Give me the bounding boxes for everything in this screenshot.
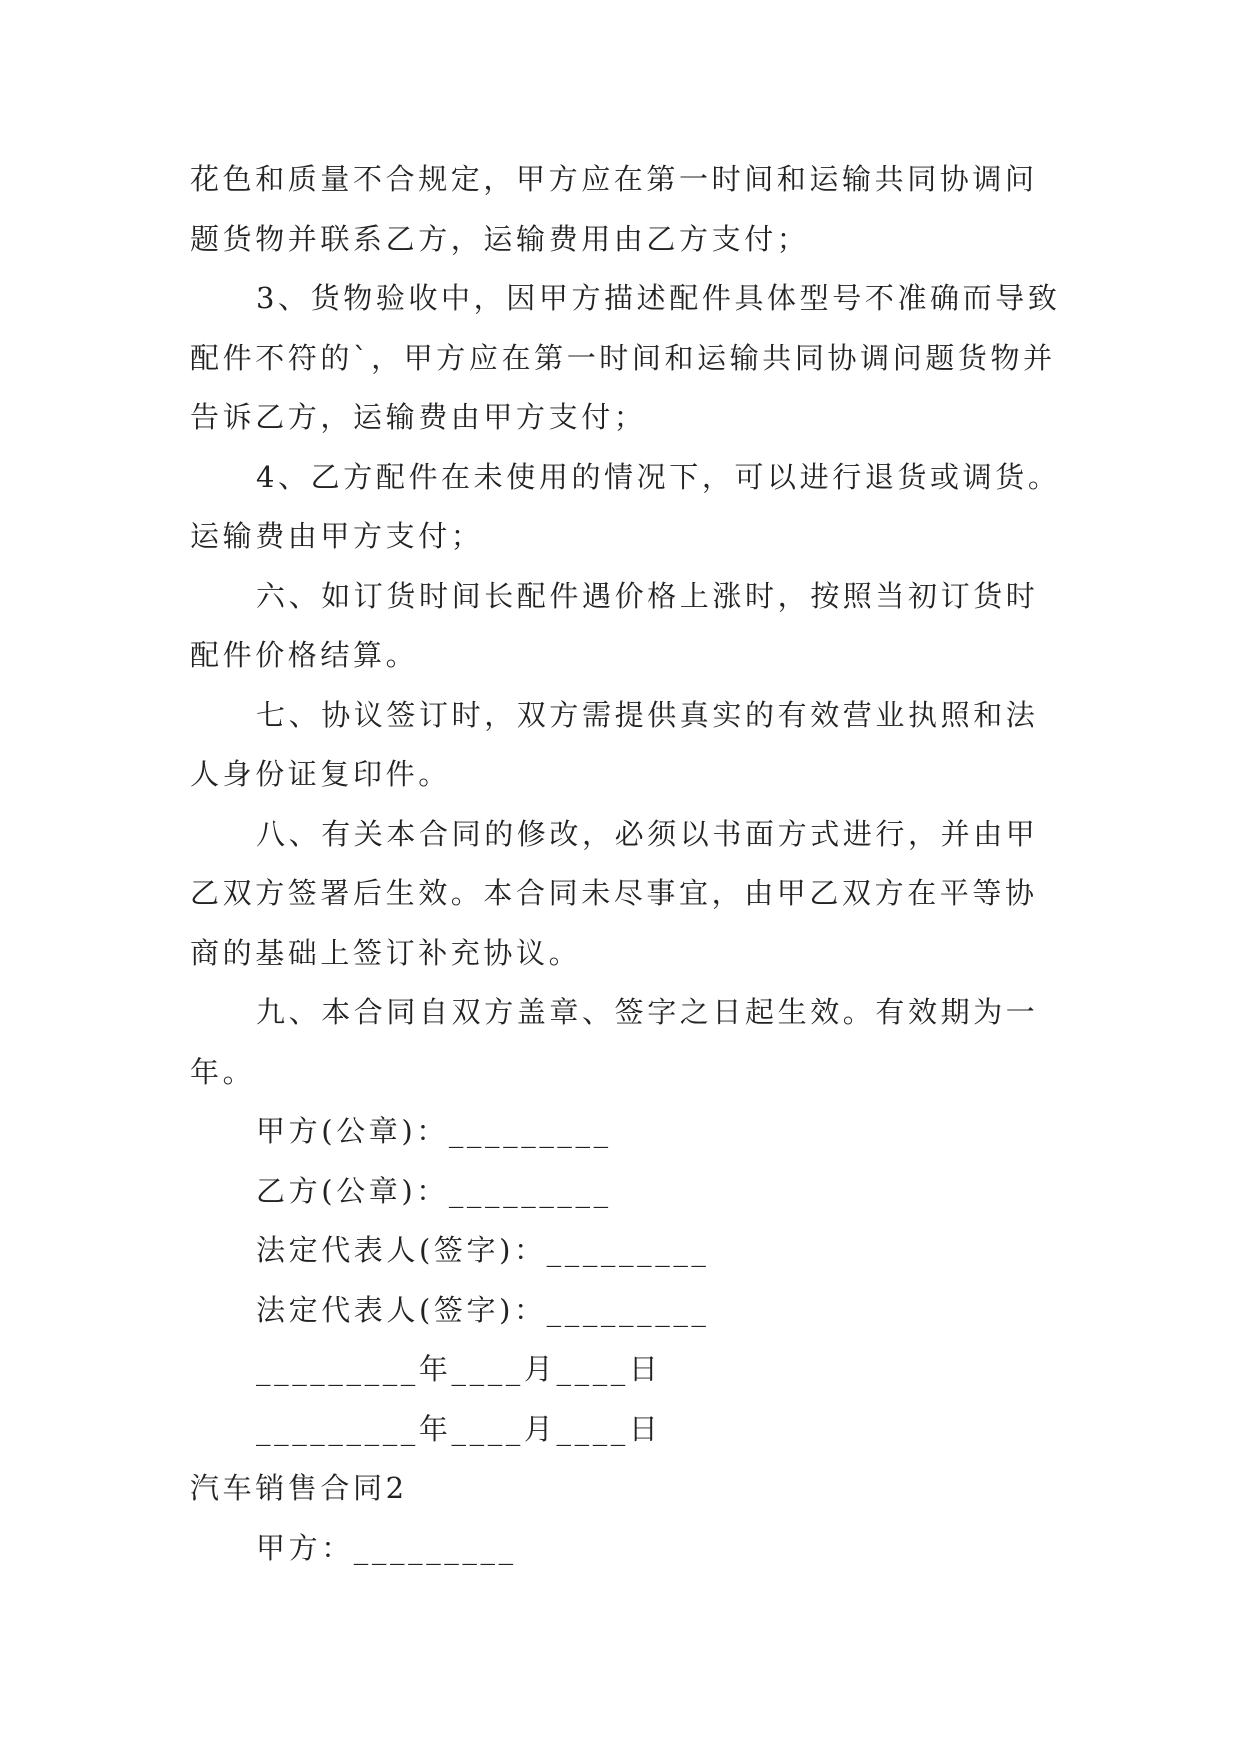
signature-legal-rep-a: 法定代表人(签字)：_________ — [256, 1233, 710, 1267]
contract-2-party-a: 甲方：_________ — [256, 1530, 517, 1565]
paragraph-clause-4: 4、乙方配件在未使用的情况下，可以进行退货或调货。运输费由甲方支付； — [190, 459, 1061, 553]
paragraph-section-9: 九、本合同自双方盖章、签字之日起生效。有效期为一年。 — [190, 995, 1039, 1089]
signature-party-b-seal: 乙方(公章)：_________ — [256, 1173, 612, 1208]
signature-party-a-seal: 甲方(公章)：_________ — [256, 1114, 612, 1148]
paragraph-clause-3: 3、货物验收中，因甲方描述配件具体型号不准确而导致配件不符的`，甲方应在第一时间和运输共同协调问题货物并告诉乙方，运输费由甲方支付； — [190, 281, 1061, 434]
signature-legal-rep-b: 法定代表人(签字)：_________ — [256, 1292, 710, 1327]
paragraph-section-7: 七、协议签订时，双方需提供真实的有效营业执照和法人身份证复印件。 — [190, 697, 1039, 791]
contract-body — [190, 150, 1070, 1578]
paragraph-section-8: 八、有关本合同的修改，必须以书面方式进行，并由甲乙双方签署后生效。本合同未尽事宜，由甲乙双方在平等协商的基础上签订补充协议。 — [190, 816, 1039, 970]
paragraph-section-6: 六、如订货时间长配件遇价格上涨时，按照当初订货时配件价格结算。 — [190, 578, 1039, 672]
contract-2-title: 汽车销售合同2 — [190, 1471, 408, 1505]
date-line-a: _________年____月____日 — [256, 1352, 662, 1386]
paragraph-quality-clause: 花色和质量不合规定，甲方应在第一时间和运输共同协调问题货物并联系乙方，运输费用由乙方支付； — [190, 162, 1038, 256]
date-line-b: _________年____月____日 — [256, 1411, 662, 1446]
